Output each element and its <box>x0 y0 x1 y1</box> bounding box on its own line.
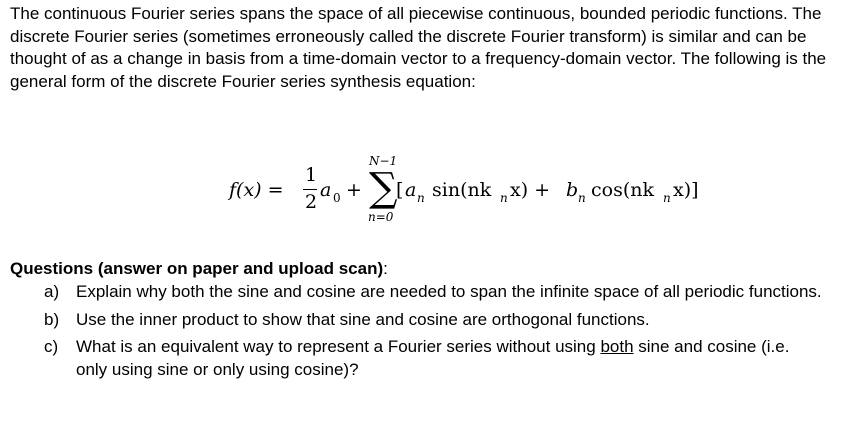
synthesis-equation <box>0 150 847 235</box>
fraction-numerator: 1 <box>305 164 318 186</box>
question-item-a <box>44 281 824 304</box>
sum-lower-limit: n=0 <box>368 210 394 224</box>
question-text: Use the inner product to show that sine and cosine are orthogonal functions. <box>76 309 650 329</box>
question-item-c <box>44 336 824 381</box>
cos-term: cos(nk <box>591 179 654 201</box>
sum-symbol: ∑ <box>369 165 398 211</box>
plus-sign: + <box>346 179 362 201</box>
questions-heading <box>10 258 388 280</box>
bracket-open: [ <box>396 179 404 201</box>
question-marker: a) <box>44 282 60 301</box>
sum-upper-limit: N−1 <box>369 154 398 168</box>
a0-subscript: 0 <box>333 191 341 205</box>
sin-close: x) + <box>510 179 551 201</box>
sin-k-subscript: n <box>500 191 508 205</box>
question-text: Explain why both the sine and cosine are needed to span the infinite space of all periodic functions. <box>76 282 822 301</box>
question-text-post: sine and cosine (i.e. only using sine or only using cosine)? <box>76 337 790 379</box>
equation-lhs: f(x) = <box>229 179 284 201</box>
questions-heading-bold: Questions (answer on paper and upload scan) <box>10 259 384 278</box>
underlined-both: both <box>600 337 634 356</box>
cos-close: x)] <box>673 179 699 201</box>
fraction-denominator: 2 <box>305 191 318 213</box>
a0-symbol: a <box>320 179 332 201</box>
sin-term: sin(nk <box>432 179 492 201</box>
cos-k-subscript: n <box>663 191 671 205</box>
questions-list <box>44 281 824 386</box>
intro-paragraph: The continuous Fourier series spans the space of all piecewise continuous, bounded periodic functions. The discrete Fourier series (sometimes erroneously called the discrete Fourier transform) is similar and can be thought of as a change in basis from a time-domain vector to a frequency-domain vector. The following is the general form of the discrete Fourier series synthesis equation: <box>10 4 827 91</box>
an-symbol: a <box>405 179 417 201</box>
question-text-pre: What is an equivalent way to represent a Fourier series without using <box>76 337 601 356</box>
bn-subscript: n <box>578 191 586 205</box>
question-text <box>76 337 789 379</box>
an-subscript: n <box>417 191 425 205</box>
question-marker: b) <box>44 309 60 329</box>
question-item-b <box>44 309 824 332</box>
questions-heading-colon: : <box>383 259 388 278</box>
question-marker: c) <box>44 337 59 356</box>
bn-symbol: b <box>566 179 579 201</box>
